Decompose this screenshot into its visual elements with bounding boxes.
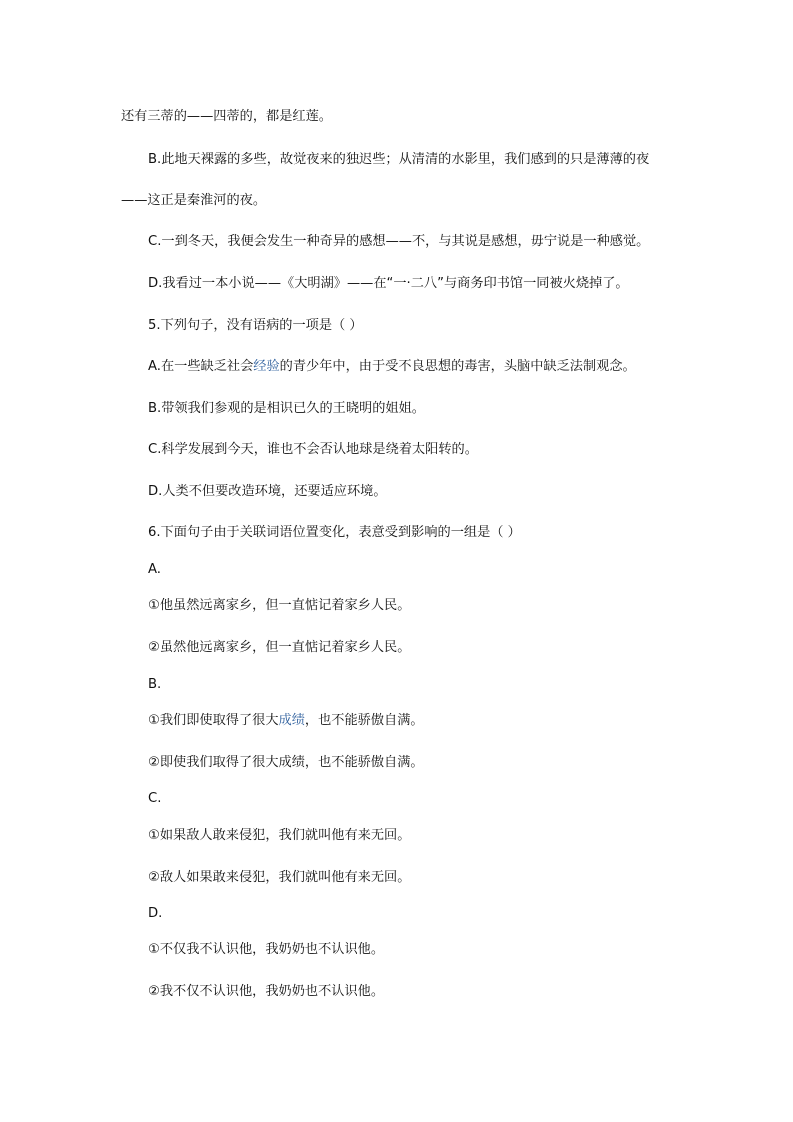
q4-option-a-continuation: 还有三蒂的——四蒂的，都是红莲。: [121, 109, 332, 124]
q6-stem: 6.下面句子由于关联词语位置变化，表意受到影响的一组是（ ）: [148, 525, 521, 540]
q6-option-b-sentence1: [148, 712, 424, 730]
q4-option-b-line1: B.此地天裸露的多些，故觉夜来的独迟些；从清清的水影里，我们感到的只是薄薄的夜: [148, 152, 650, 167]
q6-option-b-label: B.: [148, 677, 162, 692]
q5-option-b: B.带领我们参观的是相识已久的王晓明的姐姐。: [148, 401, 425, 416]
q6-option-c-sentence1: ①如果敌人敢来侵犯，我们就叫他有来无回。: [148, 828, 411, 843]
q6-option-d-sentence1: ①不仅我不认识他，我奶奶也不认识他。: [148, 942, 385, 957]
q6-option-a-sentence1: ①他虽然远离家乡，但一直惦记着家乡人民。: [148, 598, 411, 613]
q6-option-a-label: A.: [148, 562, 161, 577]
q6-option-a-sentence2: ②虽然他远离家乡，但一直惦记着家乡人民。: [148, 640, 411, 655]
q6-option-b-sentence2: ②即使我们取得了很大成绩，也不能骄傲自满。: [148, 755, 424, 770]
q4-option-c: C.一到冬天，我便会发生一种奇异的感想——不，与其说是感想，毋宁说是一种感觉。: [148, 234, 650, 249]
q5-option-a-text-post: 的青少年中，由于受不良思想的毒害，头脑中缺乏法制观念。: [279, 359, 636, 374]
q6-option-c-sentence2: ②敌人如果敢来侵犯，我们就叫他有来无回。: [148, 870, 411, 885]
q5-option-d: D.人类不但要改造环境，还要适应环境。: [148, 484, 387, 499]
q5-option-a-text-pre: A.在一些缺乏社会: [148, 359, 254, 374]
q4-option-d: D.我看过一本小说——《大明湖》——在“一·二八”与商务印书馆一同被火烧掉了。: [148, 276, 629, 291]
q5-option-a: [148, 358, 636, 376]
q6-option-b1-text-post: ，也不能骄傲自满。: [304, 713, 424, 728]
q6-option-b1-text-pre: ①我们即使取得了很大: [148, 713, 279, 728]
q4-option-b-line2: ——这正是秦淮河的夜。: [121, 193, 267, 208]
q6-option-d-label: D.: [148, 906, 163, 921]
q5-stem: 5.下列句子，没有语病的一项是（ ）: [148, 318, 363, 333]
keyword-link-chengji[interactable]: 成绩: [278, 713, 305, 728]
q5-option-c: C.科学发展到今天，谁也不会否认地球是绕着太阳转的。: [148, 442, 478, 457]
q6-option-c-label: C.: [148, 791, 162, 806]
q6-option-d-sentence2: ②我不仅不认识他，我奶奶也不认识他。: [148, 984, 385, 999]
keyword-link-jingyan[interactable]: 经验: [253, 359, 280, 374]
